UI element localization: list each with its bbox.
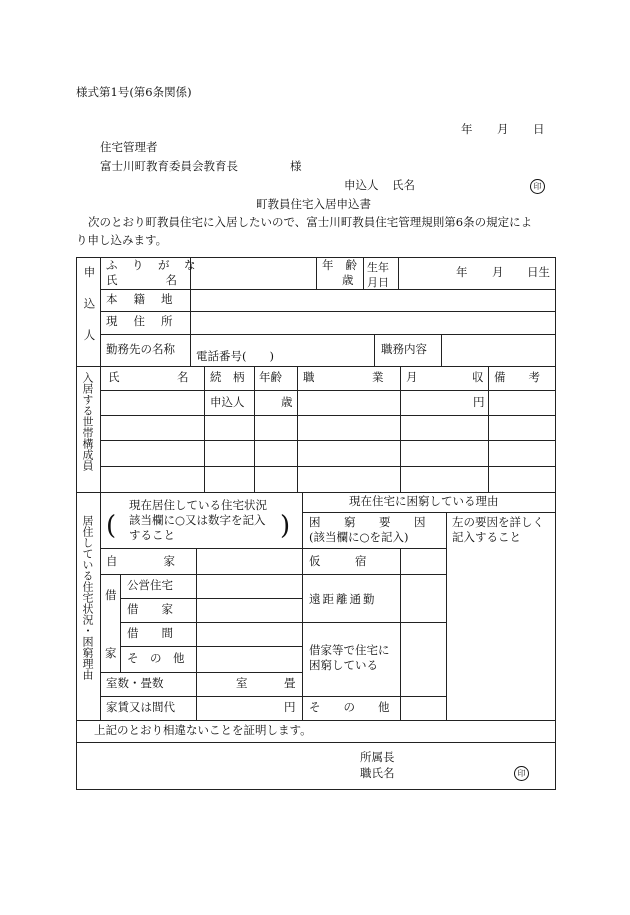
- household-income-header-right: 収: [472, 370, 484, 384]
- rented-label-top: 借: [105, 588, 117, 602]
- household-name-header: 氏 名: [108, 370, 189, 384]
- hardship-factor-heading: 困 窮 要 因: [309, 515, 432, 529]
- intro-line1: 次のとおり町教員住宅に入居したいので、富士川町教員住宅管理規則第6条の規定によ: [88, 215, 533, 229]
- household-applicant-relation: 申込人: [210, 395, 245, 409]
- birthdate-label: 生年月日: [367, 261, 389, 289]
- right-bracket-icon: ): [280, 511, 291, 541]
- temporary-label: 仮 宿: [309, 554, 367, 568]
- applicant-name-label: 氏名: [392, 178, 415, 192]
- public-housing-label: 公営住宅: [127, 578, 173, 592]
- other-rent-label: そ の 他: [127, 651, 185, 665]
- workplace-label: 勤務先の名称: [106, 342, 175, 356]
- furigana-label: ふりがな: [106, 258, 210, 272]
- applicant-seal-icon: 印: [530, 179, 545, 194]
- household-job-header: 職 業: [303, 370, 384, 384]
- official-name-label: 職氏名: [360, 766, 395, 780]
- form-number: 様式第1号(第6条関係): [76, 85, 192, 99]
- rented-house-label: 借 家: [127, 602, 173, 616]
- household-age-unit: 歳: [281, 395, 293, 409]
- housing-section-label: 居住している住宅状況・困窮理由: [81, 515, 94, 680]
- rent-yen-unit: 円: [284, 700, 296, 714]
- housing-status-note1: 該当欄に○又は数字を記入: [129, 513, 266, 527]
- detail-note1: 左の要因を詳しく: [452, 515, 544, 529]
- own-house-label: 自 家: [106, 554, 175, 568]
- long-commute-label: 遠距離通勤: [309, 592, 377, 606]
- household-income-header-left: 月: [406, 370, 418, 384]
- rooms-tatami-label: 室数・畳数: [106, 676, 164, 690]
- household-age-header: 年齢: [259, 370, 282, 384]
- date-day-label: 日: [533, 122, 545, 136]
- other-hardship-label: そ の 他: [309, 700, 390, 714]
- applicant-section-label: 申込人: [82, 266, 97, 361]
- date-month-label: 月: [497, 122, 509, 136]
- birth-month-label: 月: [492, 265, 504, 279]
- supervisor-label: 所属長: [360, 750, 395, 764]
- date-year-label: 年: [461, 122, 473, 136]
- tatami-unit: 畳: [284, 676, 296, 690]
- addressee-line1: 住宅管理者: [100, 140, 158, 154]
- certification-seal-icon: 印: [514, 766, 529, 781]
- household-remarks-header: 備 考: [494, 370, 540, 384]
- rent-amount-label: 家賃又は間代: [106, 700, 175, 714]
- hardship-rented-line2: 困窮している: [309, 658, 378, 672]
- address-label: 現住所: [106, 314, 189, 328]
- intro-line2: り申し込みます。: [76, 233, 168, 247]
- applicant-label: 申込人: [344, 178, 379, 192]
- hardship-factor-note: (該当欄に○を記入): [309, 530, 409, 544]
- household-section-label: 入居する世帯構成員: [81, 372, 94, 471]
- addressee-honorific: 様: [290, 159, 302, 173]
- household-income-unit: 円: [473, 395, 485, 409]
- housing-status-heading: 現在居住している住宅状況: [129, 498, 267, 512]
- hardship-rented-line1: 借家等で住宅に: [309, 643, 390, 657]
- addressee-line2: 富士川町教育委員会教育長: [100, 159, 238, 173]
- duty-label: 職務内容: [381, 342, 427, 356]
- certification-statement: 上記のとおり相違ないことを証明します。: [94, 723, 312, 737]
- left-bracket-icon: (: [106, 511, 117, 541]
- phone-label: 電話番号( ): [196, 349, 274, 363]
- rented-room-label: 借 間: [127, 626, 173, 640]
- birth-day-label: 日生: [527, 265, 550, 279]
- detail-note2: 記入すること: [452, 530, 521, 544]
- age-label: 年齢: [322, 258, 369, 272]
- form-title: 町教員住宅入居申込書: [256, 197, 371, 211]
- domicile-label: 本籍地: [106, 292, 189, 306]
- housing-status-note2: すること: [129, 528, 175, 542]
- household-relation-header: 続 柄: [210, 370, 245, 384]
- name-label: 氏名: [106, 273, 225, 287]
- rooms-unit: 室: [236, 676, 248, 690]
- rented-label-bottom: 家: [105, 646, 117, 660]
- hardship-reason-heading: 現在住宅に困窮している理由: [349, 494, 499, 508]
- age-unit: 歳: [342, 273, 354, 287]
- birth-year-label: 年: [456, 265, 468, 279]
